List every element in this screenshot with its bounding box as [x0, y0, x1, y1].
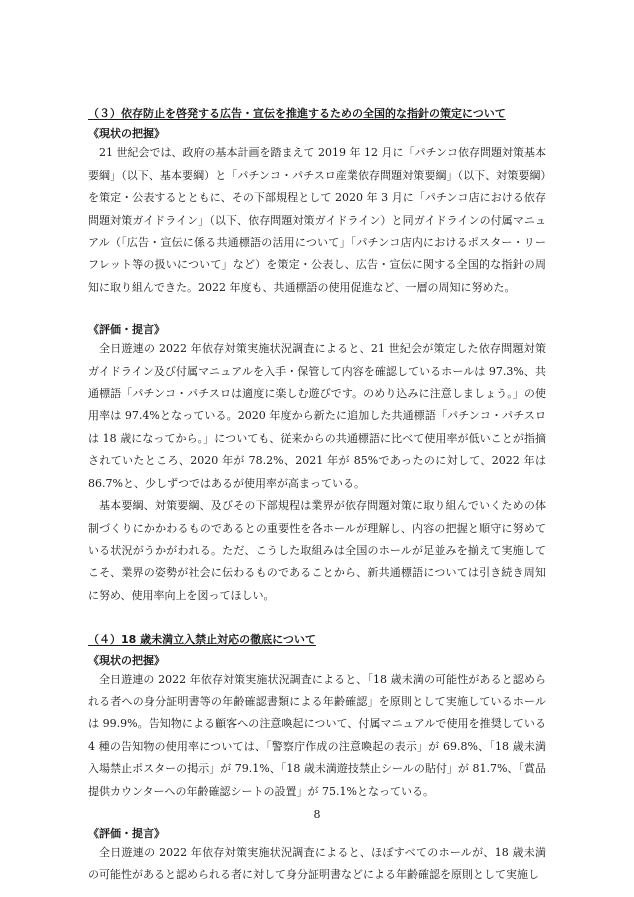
section-4-current-heading: 《現状の把握》 [88, 653, 165, 667]
section-3-current-text: 21 世紀会では、政府の基本計画を踏まえて 2019 年 12 月に「パチンコ依存問題対策基本要綱」（以下、基本要綱）と「パチンコ・パチスロ産業依存問題対策要綱」（以下、対策要綱）を策定・公表するとともに、その下部規程として 2020 年 3 月に「パチンコ店における依存問題対策ガイドライン」（以下、依存問題対策ガイドライン）と同ガイドラインの付属マニュアル（「広告・宣伝に係る共通標語の活用について」「パチンコ店内におけるポスター・リーフレット等の扱いについて」など）を策定・公表し、広告・宣伝に関する全国的な指針の周知に取り組んできた。2022 年度も、共通標語の使用促進など、一層の周知に努めた。 [88, 146, 546, 294]
spacer [88, 299, 546, 321]
section-4-eval-text: 全日遊連の 2022 年依存対策実施状況調査によると、ほぼすべてのホールが、18 歳未満の可能性があると認められる者に対して身分証明書などによる年齢確認を原則として実施し [88, 845, 546, 882]
document-page [88, 103, 546, 887]
section-4-title: （４）18 歳未満立入禁止対応の徹底について [88, 633, 316, 647]
section-4-eval-heading: 《評価・提言》 [88, 826, 165, 840]
section-3-current-heading: 《現状の把握》 [88, 127, 165, 141]
section-3-eval-text-2: 基本要綱、対策要綱、及びその下部規程は業界が依存問題対策に取り組んでいくための体制づくりにかかわるものであるとの重要性を各ホールが理解し、内容の把握と順守に努めている状況がうかがわれる。ただ、こうした取組みは全国のホールが足並みを揃えて実施してこそ、業界の姿勢が社会に伝わるものであることから、新共通標語については引き続き周知に努め、使用率向上を図ってほしい。 [88, 499, 546, 602]
section-3-eval-text-1: 全日遊連の 2022 年依存対策実施状況調査によると、21 世紀会が策定した依存問題対策ガイドライン及び付属マニュアルを入手・保管して内容を確認しているホールは 97.3%、共通標語「パチンコ・パチスロは適度に楽しむ遊びです。のめり込みに注意しましょう。」の使用率は 97.4%となっている。2020 年度から新たに追加した共通標語「パチンコ・パチスロは 18 歳になってから。」についても、従来からの共通標語に比べて使用率が低いことが指摘されていたところ、2020 年が 78.2%、2021 年が 85%であったのに対して、2022 年は 86.7%と、少しずつではあるが使用率が高まっている。 [88, 342, 546, 490]
page-number: 8 [313, 808, 321, 821]
section-3-eval-heading: 《評価・提言》 [88, 323, 165, 337]
spacer [88, 607, 546, 629]
section-3-title: （３）依存防止を啓発する広告・宣伝を推進するための全国的な指針の策定について [88, 107, 506, 120]
section-4-current-text: 全日遊連の 2022 年依存対策実施状況調査によると、「18 歳未満の可能性があると認められる者への身分証明書等の年齢確認書類による年齢確認」を原則として実施しているホールは 99.9%。告知物による顧客への注意喚起について、付属マニュアルで使用を推奨している 4 種の告知物の使用率については、「警察庁作成の注意喚起の表示」が 69.8%、「18 歳未満入場禁止ポスターの掲示」が 79.1%、「18 歳未満遊技禁止シールの貼付」が 81.7%、「賞品提供カウンターへの年齢確認シートの設置」が 75.1%となっている。 [88, 672, 546, 798]
